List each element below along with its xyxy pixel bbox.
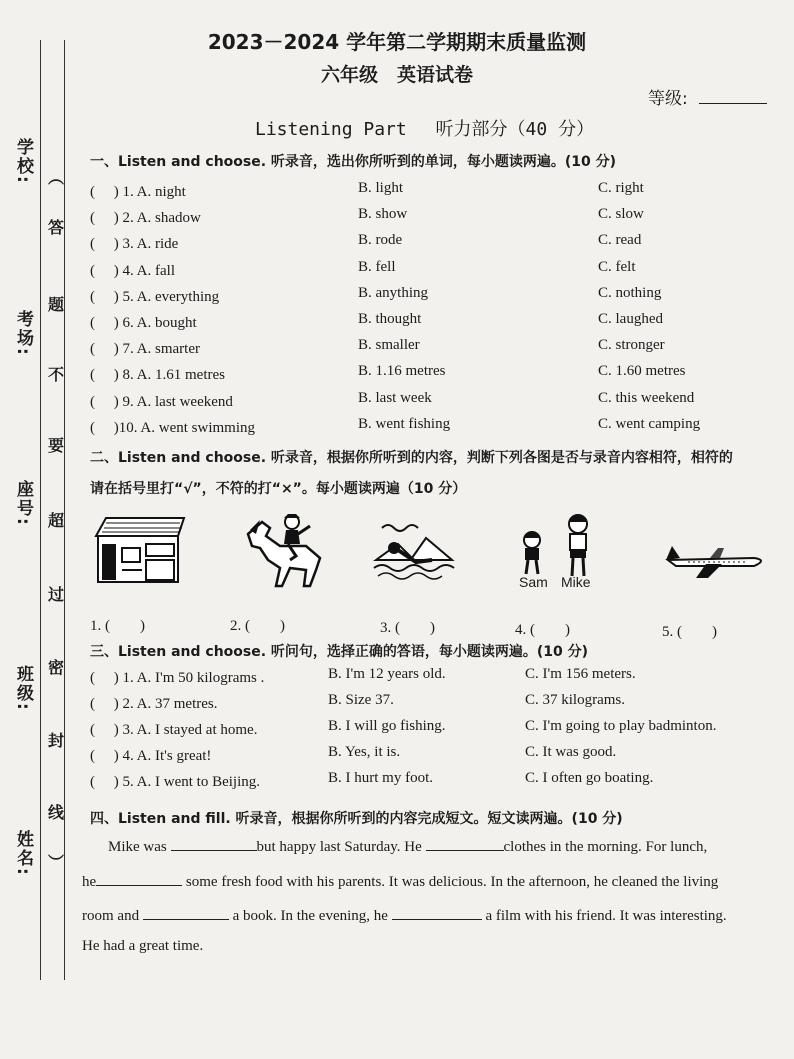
fill-text: a film with his friend. It was interesting. (485, 908, 727, 924)
picture-answer-2[interactable]: 2. ( ) (230, 618, 285, 634)
option-b: B. last week (358, 389, 432, 406)
fill-text: but happy last Saturday. He (256, 839, 422, 855)
option-b: B. show (358, 206, 408, 223)
question-number-a: ( ) 4. A. It's great! (90, 748, 212, 764)
question-number-a: ( ) 2. A. 37 metres. (90, 696, 218, 712)
option-c: C. slow (598, 206, 644, 223)
part-title: Listening Part 听力部分（40 分） (255, 119, 595, 140)
boy-name-sam: Sam (519, 574, 548, 590)
exam-subtitle: 六年级 英语试卷 (320, 64, 473, 86)
horse-rider-picture (240, 512, 328, 590)
seal-char: ︶ (47, 853, 64, 872)
seal-char: 封 (47, 731, 64, 750)
question-number-a: ( ) 9. A. last weekend (90, 393, 233, 410)
exam-room-label: 考场: (13, 310, 33, 357)
section2-heading-line1: 二、Listen and choose. 听录音，根据你所听到的内容，判断下列各图是否与录音内容相符，相符的 (90, 450, 733, 466)
fill-blank-1[interactable] (171, 836, 257, 851)
question-number-a: ( ) 2. A. shadow (90, 210, 201, 227)
fill-blank-2[interactable] (426, 836, 504, 851)
seat-number-label: 座号: (13, 480, 33, 527)
seal-char: ︵ (47, 168, 64, 187)
fill-line-2 (82, 871, 718, 891)
option-c: C. 37 kilograms. (525, 692, 625, 708)
class-label: 班级: (13, 665, 33, 712)
question-number-a: ( ) 3. A. I stayed at home. (90, 722, 258, 738)
option-b: B. I will go fishing. (328, 718, 446, 734)
fill-text: he (82, 874, 97, 890)
picture-answer-5[interactable]: 5. ( ) (662, 624, 717, 640)
option-b: B. anything (358, 284, 428, 301)
fill-text: clothes in the morning. For lunch, (503, 839, 708, 855)
question-number-a: ( ) 6. A. bought (90, 315, 197, 331)
school-label: 学校: (13, 138, 33, 185)
fill-blank-4[interactable] (143, 905, 229, 920)
question-number-a: ( )10. A. went swimming (90, 419, 255, 436)
seal-char: 超 (47, 511, 64, 530)
fill-blank-3[interactable] (96, 871, 182, 886)
question-number-a: ( ) 1. A. night (90, 184, 186, 200)
boy-name-mike: Mike (561, 574, 591, 590)
fill-line-1 (108, 836, 707, 856)
section2-heading-line2: 请在括号里打“√”，不符的打“×”。每小题读两遍（10 分） (90, 481, 467, 497)
question-number-a: ( ) 8. A. 1.61 metres (90, 367, 225, 384)
fill-text: Mike was (108, 839, 167, 855)
fill-line-3 (82, 905, 727, 925)
grade-field (648, 84, 767, 109)
option-b: B. Size 37. (328, 692, 394, 708)
seal-char: 要 (47, 436, 64, 455)
option-c: C. It was good. (525, 744, 617, 760)
seal-char: 题 (47, 295, 64, 314)
option-b: B. went fishing (358, 415, 451, 432)
seal-char: 线 (47, 803, 64, 822)
option-b: B. 1.16 metres (358, 363, 446, 380)
house-picture (92, 514, 188, 586)
mike-figure (569, 515, 587, 576)
airplane-picture (662, 540, 772, 582)
option-b: B. thought (358, 311, 422, 327)
seal-char: 密 (47, 658, 64, 677)
option-c: C. right (598, 180, 644, 196)
question-number-a: ( ) 5. A. everything (90, 288, 220, 305)
fill-blank-5[interactable] (392, 905, 482, 920)
picture-answer-3[interactable]: 3. ( ) (380, 620, 435, 636)
option-c: C. nothing (598, 284, 662, 301)
option-b: B. rode (358, 232, 403, 249)
exam-title: 2023－2024 学年第二学期期末质量监测 (207, 30, 587, 54)
option-c: C. I'm 156 meters. (525, 666, 636, 682)
fill-text: some fresh food with his parents. It was delicious. In the afternoon, he cleaned the living (185, 874, 719, 890)
fill-text: room and (82, 908, 140, 924)
option-c: C. went camping (598, 415, 701, 432)
question-number-a: ( ) 7. A. smarter (90, 341, 200, 358)
section4-heading: 四、Listen and fill. 听录音，根据你所听到的内容完成短文。短文读两遍。(10 分) (90, 811, 623, 827)
section1-heading: 一、Listen and choose. 听录音，选出你所听到的单词，每小题读两遍。(10 分) (90, 154, 617, 170)
option-b: B. light (358, 180, 404, 196)
picture-answer-1[interactable]: 1. ( ) (90, 618, 145, 634)
seal-char: 过 (47, 585, 64, 604)
question-number-a: ( ) 5. A. I went to Beijing. (90, 774, 260, 790)
boys-picture (512, 512, 602, 578)
picture-answer-4[interactable]: 4. ( ) (515, 622, 570, 638)
seal-char: 答 (47, 218, 64, 237)
option-c: C. 1.60 metres (598, 363, 686, 380)
option-b: B. I hurt my foot. (328, 770, 433, 786)
option-b: B. fell (358, 258, 396, 275)
option-b: B. I'm 12 years old. (328, 666, 446, 682)
option-c: C. read (598, 232, 642, 249)
fill-text: a book. In the evening, he (232, 908, 388, 924)
question-number-a: ( ) 1. A. I'm 50 kilograms . (90, 670, 265, 686)
option-b: B. smaller (358, 337, 420, 354)
sam-figure (524, 532, 540, 574)
question-number-a: ( ) 4. A. fall (90, 262, 175, 279)
section3-heading: 三、Listen and choose. 听问句，选择正确的答语，每小题读两遍。(10 分) (90, 644, 589, 660)
option-c: C. laughed (598, 311, 663, 327)
option-c: C. stronger (598, 337, 665, 354)
seal-char: 不 (47, 365, 64, 384)
grade-blank[interactable] (699, 89, 767, 104)
question-number-a: ( ) 3. A. ride (90, 236, 179, 253)
option-c: C. felt (598, 258, 636, 275)
option-c: C. this weekend (598, 389, 695, 406)
name-label: 姓名: (13, 830, 33, 877)
fill-line-4: He had a great time. (82, 938, 204, 954)
option-b: B. Yes, it is. (328, 744, 401, 760)
grade-label: 等级: (648, 89, 688, 109)
option-c: C. I often go boating. (525, 770, 654, 786)
swimmer-picture (372, 518, 456, 580)
binding-line-outer (40, 40, 41, 980)
option-c: C. I'm going to play badminton. (525, 718, 717, 734)
